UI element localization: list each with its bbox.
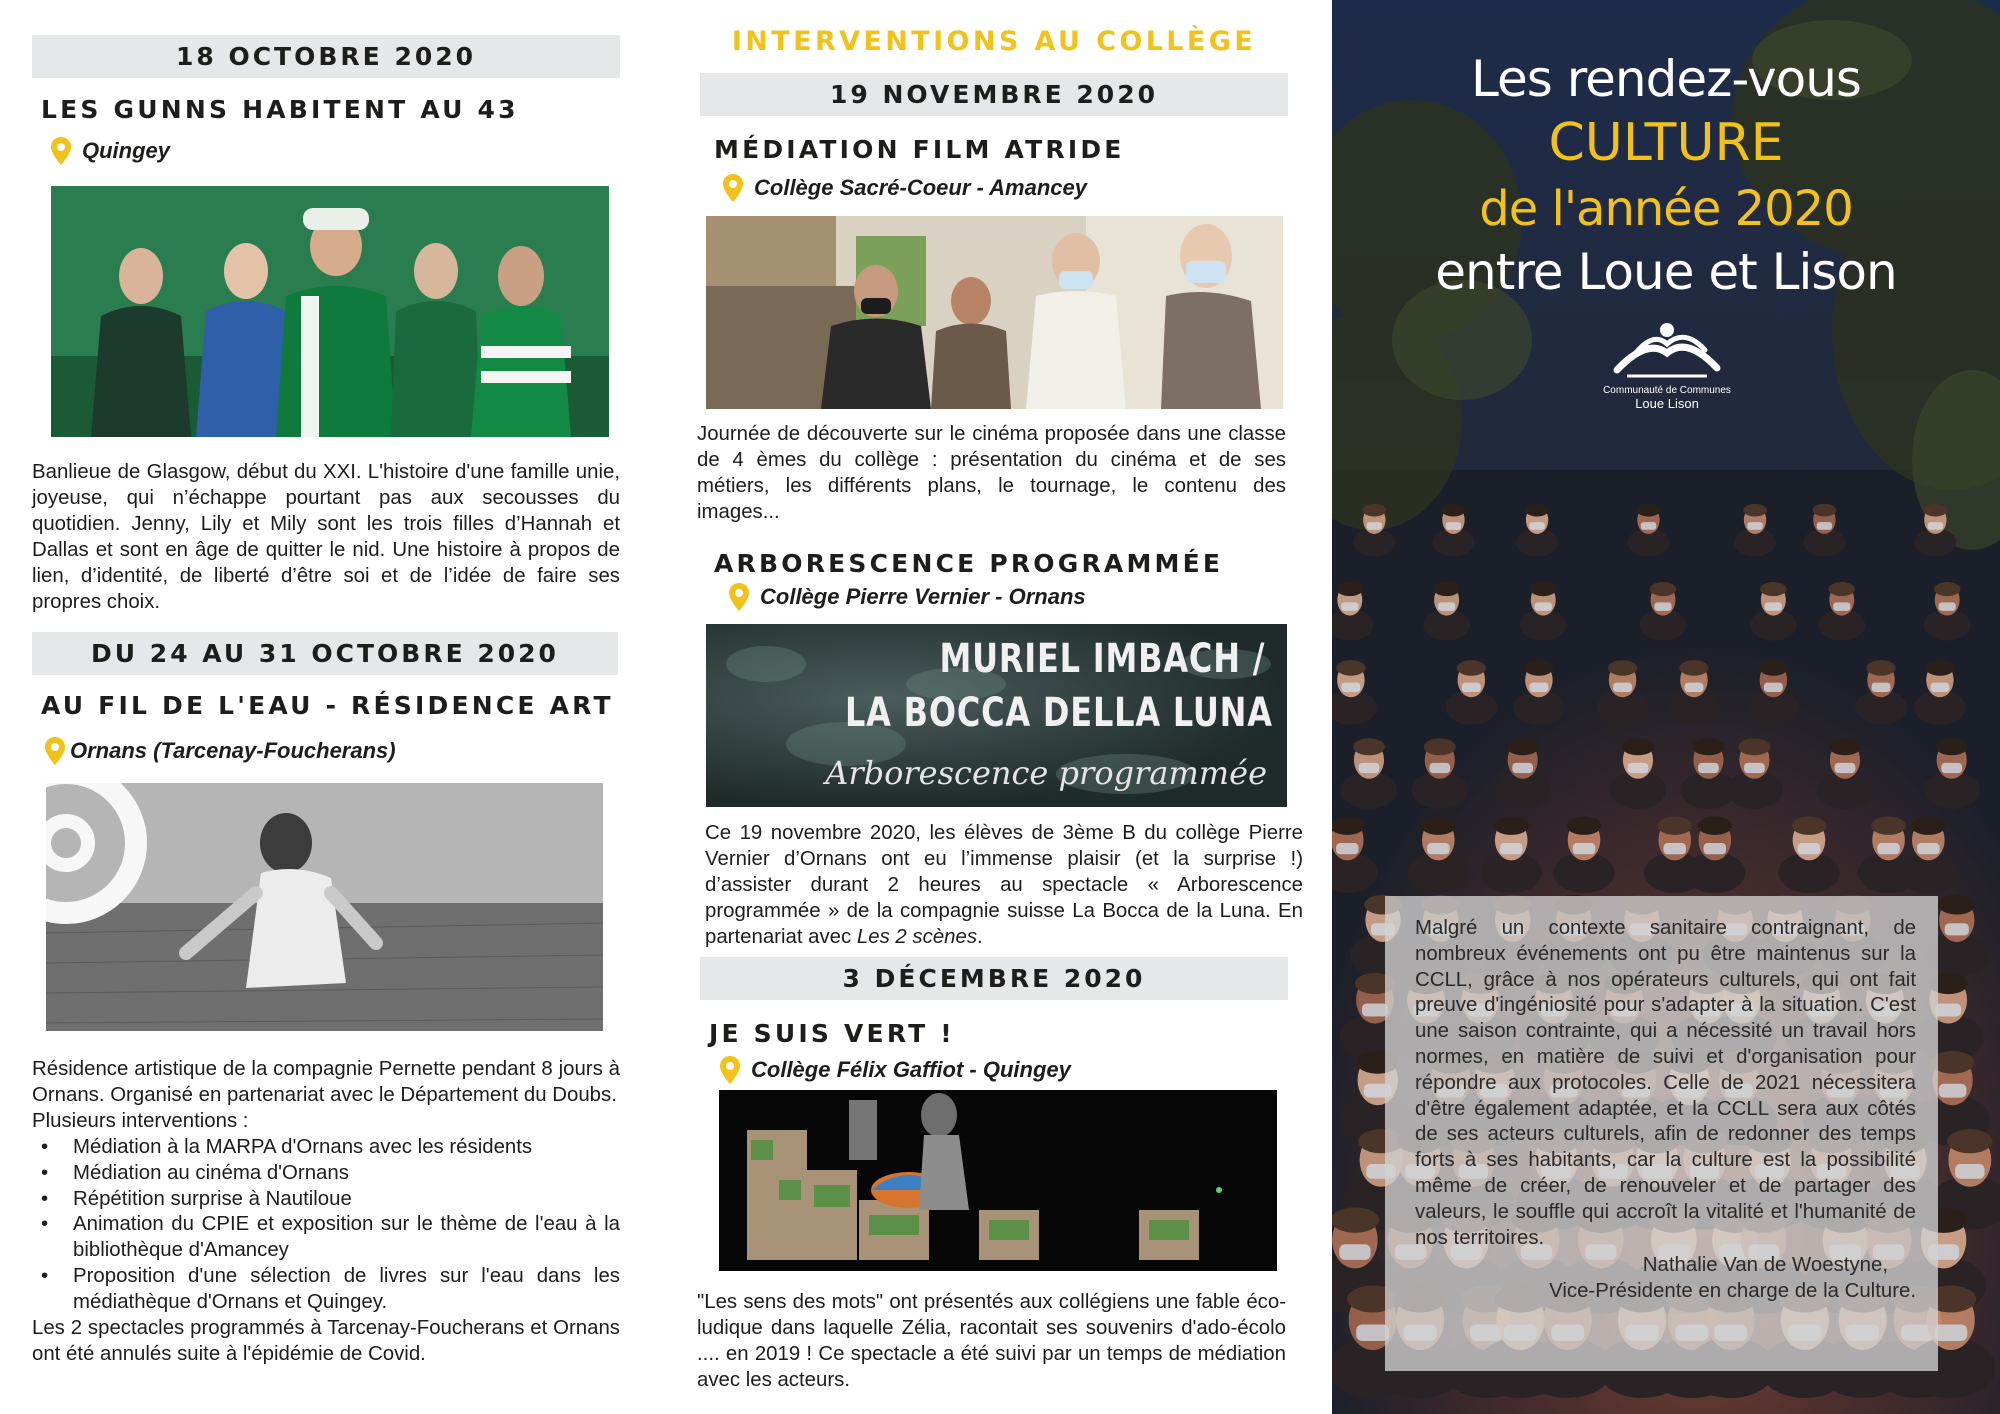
- president-quote: Malgré un contexte sanitaire contraignant, de nombreux événements ont pu être maintenus sur la CCLL, grâce à nos opérateurs culturels, qui ont fait preuve d'ingéniosité pour s'adapter à la situation. C'est une saison contrainte, qui a nécessité un travail hors normes, en matière de suivi et d'organisation pour répondre aux protocoles. Celle de 2021 nécessitera d'être également adaptée, et la CCLL sera aux côtés de ses acteurs culturels, afin de redonner des temps forts à ses habitants, car la culture est la possibilité même de créer, de renouveler et de partager des valeurs, le souffle qui accroît la vitalité et l'humanité de nos territoires.: [1415, 917, 1916, 1249]
- photo-dancer: [46, 783, 603, 1031]
- intervention-item: • Animation du CPIE et exposition sur le thème de l'eau à la bibliothèque d'Amancey: [32, 1212, 620, 1264]
- arborescence-end: .: [977, 925, 983, 948]
- event-location-pierre-vernier: [726, 582, 1086, 612]
- event-location-ornans: [42, 736, 396, 766]
- cover-title-year: de l'année 2020: [1479, 181, 1853, 237]
- arborescence-description: [705, 821, 1303, 951]
- date-bar-3-decembre: 3 DÉCEMBRE 2020: [700, 957, 1288, 1000]
- location-label: Collège Pierre Vernier - Ornans: [760, 584, 1086, 609]
- cover-title-culture: CULTURE: [1548, 113, 1784, 173]
- ccll-logo-icon: [1607, 318, 1727, 378]
- event-title-gunns: LES GUNNS HABITENT AU 43: [41, 95, 519, 124]
- interventions-list: [32, 1135, 620, 1316]
- president-quote-box: [1385, 896, 1938, 1371]
- event-title-arborescence: ARBORESCENCE PROGRAMMÉE: [714, 549, 1224, 578]
- residence-interventions-label: Plusieurs interventions :: [32, 1109, 249, 1132]
- event-location-amancey: [720, 173, 1087, 203]
- intervention-item: • Répétition surprise à Nautiloue: [32, 1187, 620, 1213]
- poster-company: LA BOCCA DELLA LUNA: [845, 690, 1273, 736]
- location-pin-icon: [42, 736, 68, 766]
- intervention-item: • Médiation à la MARPA d'Ornans avec les résidents: [32, 1135, 620, 1161]
- intervention-item: • Médiation au cinéma d'Ornans: [32, 1161, 620, 1187]
- residence-cancellation: Les 2 spectacles programmés à Tarcenay-Foucherans et Ornans ont été annulés suite à l'épidémie de Covid.: [32, 1317, 620, 1365]
- je-suis-vert-description: "Les sens des mots" ont présentés aux collégiens une fable éco-ludique dans laquelle Zélia, racontait ses souvenirs d'ado-écolo .... en 2019 ! Ce spectacle a été suivi par un temps de médiation avec les acteurs.: [697, 1291, 1286, 1391]
- date-bar-18-octobre: 18 OCTOBRE 2020: [32, 35, 620, 78]
- cover-title-line4: entre Loue et Lison: [1435, 243, 1897, 301]
- section-title-college: INTERVENTIONS AU COLLÈGE: [731, 26, 1257, 57]
- date-bar-19-novembre: 19 NOVEMBRE 2020: [700, 73, 1288, 116]
- event-title-fil-de-leau: AU FIL DE L'EAU - RÉSIDENCE ART: [41, 691, 614, 720]
- location-pin-icon: [717, 1055, 743, 1085]
- photo-stage-show: [719, 1090, 1277, 1271]
- ccll-logo: [1592, 318, 1742, 411]
- photo-students-camera: [706, 216, 1283, 409]
- students-illustration: [706, 216, 1283, 409]
- location-label: Collège Félix Gaffiot - Quingey: [751, 1057, 1071, 1082]
- atride-description: Journée de découverte sur le cinéma proposée dans une classe de 4 èmes du collège : présentation du cinéma et de ses métiers, les différents plans, le tournage, le contenu des images...: [697, 423, 1286, 523]
- date-bar-24-31-octobre: DU 24 AU 31 OCTOBRE 2020: [32, 632, 618, 675]
- event-location-felix-gaffiot: [717, 1055, 1071, 1085]
- intervention-item: • Proposition d'une sélection de livres sur l'eau dans les médiathèque d'Ornans et Quingey.: [32, 1264, 620, 1316]
- location-pin-icon: [720, 173, 746, 203]
- photo-gunns-family: [51, 186, 609, 437]
- poster-artist: MURIEL IMBACH /: [939, 636, 1265, 682]
- arborescence-text: Ce 19 novembre 2020, les élèves de 3ème B du collège Pierre Vernier d’Ornans ont eu l’immense plaisir (et la surprise !) d’assister durant 2 heures au spectacle « Arborescence programmée » de la compagnie suisse La Bocca de la Luna. En partenariat avec: [705, 822, 1303, 948]
- stage-illustration: [719, 1090, 1277, 1271]
- location-label: Ornans (Tarcenay-Foucherans): [70, 738, 396, 763]
- signature-role: Vice-Présidente en charge de la Culture.: [1549, 1280, 1916, 1303]
- gunns-illustration: [51, 186, 609, 437]
- partner-name: Les 2 scènes: [856, 925, 978, 948]
- dancer-illustration: [46, 783, 603, 1031]
- signature-name: Nathalie Van de Woestyne,: [1642, 1254, 1888, 1277]
- event-title-je-suis-vert: JE SUIS VERT !: [709, 1019, 955, 1048]
- location-label: Collège Sacré-Coeur - Amancey: [754, 175, 1087, 200]
- residence-intro: Résidence artistique de la compagnie Pernette pendant 8 jours à Ornans. Organisé en partenariat avec le Département du Doubs.: [32, 1058, 620, 1106]
- event-location-quingey: [48, 136, 170, 166]
- gunns-description: Banlieue de Glasgow, début du XXI. L'histoire d'une famille unie, joyeuse, qui n’échappe pourtant pas aux secousses du quotidien. Jenny, Lily et Mily sont les trois filles d’Hannah et Dallas et sont en âge de quitter le nid. Une histoire à propos de lien, d’identité, de liberté d’être soi et de l’idée de faire ses propres choix.: [32, 461, 620, 613]
- event-title-atride: MÉDIATION FILM ATRIDE: [714, 135, 1125, 164]
- cover-title-line1: Les rendez-vous: [1471, 50, 1861, 108]
- location-label: Quingey: [82, 138, 171, 163]
- location-pin-icon: [726, 582, 752, 612]
- logo-text-line2: Loue Lison: [1635, 396, 1699, 411]
- poster-title: Arborescence programmée: [825, 754, 1267, 792]
- poster-arborescence: [706, 624, 1287, 807]
- location-pin-icon: [48, 136, 74, 166]
- logo-text-line1: Communauté de Communes: [1603, 385, 1731, 396]
- residence-description: [32, 1057, 620, 1368]
